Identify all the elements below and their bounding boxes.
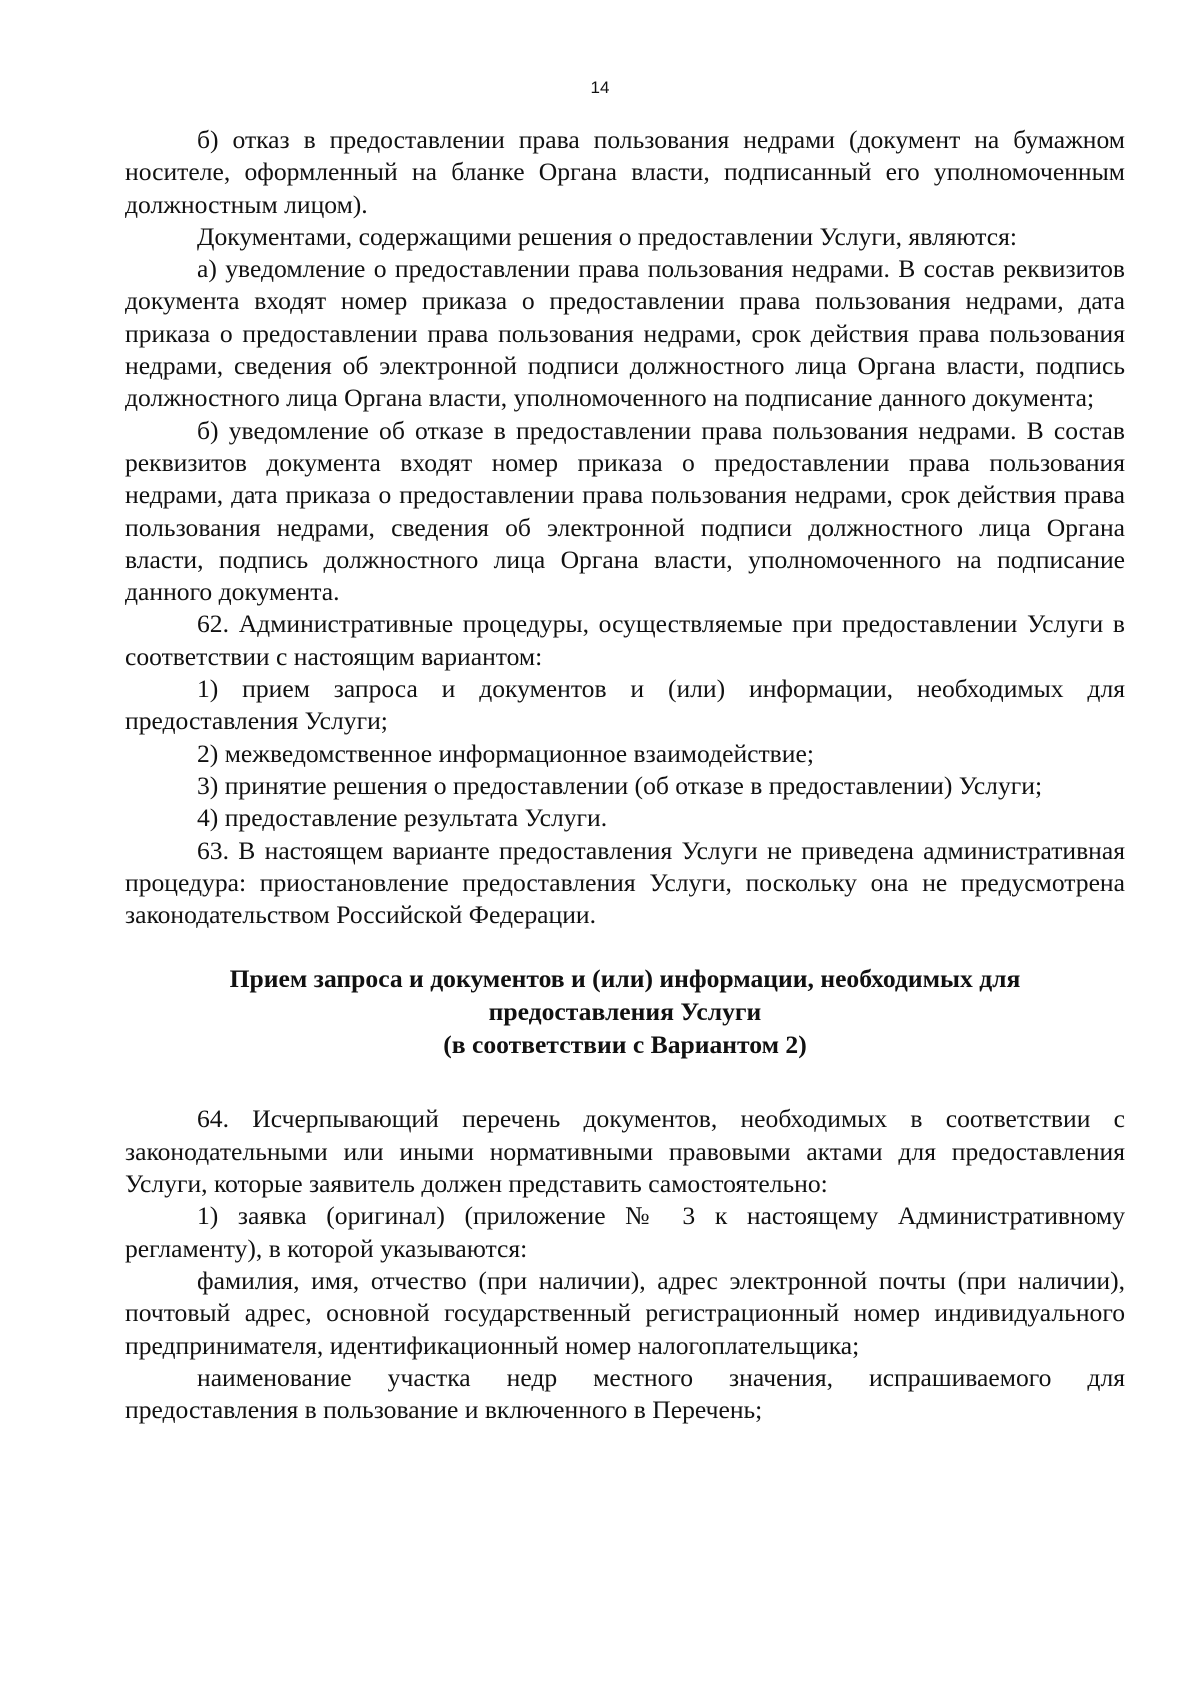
- paragraph-applicant-details: фамилия, имя, отчество (при наличии), адрес электронной почты (при наличии), почтовый адрес, основной государственный регистрационный номер индивидуального предпринимателя, идентификационный номер налогоплательщика;: [125, 1265, 1125, 1360]
- list-item-application: 1) заявка (оригинал) (приложение № 3 к настоящему Административному регламенту), в которой указываются:: [125, 1201, 1125, 1263]
- list-item-procedure-4: 4) предоставление результата Услуги.: [197, 803, 608, 833]
- paragraph-refusal-b: б) отказ в предоставлении права пользования недрами (документ на бумажном носителе, оформленный на бланке Органа власти, подписанный его уполномоченным должностным лицом).: [125, 125, 1125, 219]
- spacer: [125, 1061, 1125, 1103]
- section-heading-line: (в соответствии с Вариантом 2): [443, 1030, 807, 1060]
- document-body: [125, 124, 1125, 1426]
- paragraph-notification-a: а) уведомление о предоставлении права пользования недрами. В состав реквизитов документа входят номер приказа о предоставлении права пользования недрами, дата приказа о предоставлении права пользования недрами, срок действия права пользования недрами, сведения об электронной подписи должностного лица Органа власти, подпись должностного лица Органа власти, уполномоченного на подписание данного документа;: [125, 254, 1125, 413]
- paragraph-63: 63. В настоящем варианте предоставления Услуги не приведена административная процедура: приостановление предоставления Услуги, поскольку она не предусмотрена законодательством Российской Федерации.: [125, 835, 1125, 930]
- paragraph-64: 64. Исчерпывающий перечень документов, необходимых в соответствии с законодательными или иными нормативными правовыми актами для предоставления Услуги, которые заявитель должен представить самостоятельно:: [125, 1104, 1125, 1199]
- paragraph-subsoil-plot: наименование участка недр местного значения, испрашиваемого для предоставления в пользование и включенного в Перечень;: [125, 1362, 1125, 1425]
- paragraph-decision-documents: Документами, содержащими решения о предоставлении Услуги, являются:: [197, 221, 1018, 251]
- list-item-procedure-3: 3) принятие решения о предоставлении (об отказе в предоставлении) Услуги;: [197, 770, 1043, 800]
- section-heading: [125, 962, 1125, 1061]
- list-item-procedure-1: 1) прием запроса и документов и (или) информации, необходимых для предоставления Услуги;: [125, 674, 1125, 736]
- list-item-procedure-2: 2) межведомственное информационное взаимодействие;: [197, 738, 814, 768]
- page-number: 14: [590, 78, 610, 97]
- paragraph-62: 62. Административные процедуры, осуществляемые при предоставлении Услуги в соответствии с настоящим вариантом:: [125, 609, 1125, 671]
- section-heading-line: Прием запроса и документов и (или) информации, необходимых для: [229, 964, 1021, 994]
- paragraph-notification-b: б) уведомление об отказе в предоставлении права пользования недрами. В состав реквизитов документа входят номер приказа о предоставлении права пользования недрами, дата приказа о предоставлении права пользования недрами, срок действия права пользования недрами, сведения об электронной подписи должностного лица Органа власти, подпись должностного лица Органа власти, уполномоченного на подписание данного документа.: [125, 415, 1125, 607]
- section-heading-line: предоставления Услуги: [488, 997, 762, 1027]
